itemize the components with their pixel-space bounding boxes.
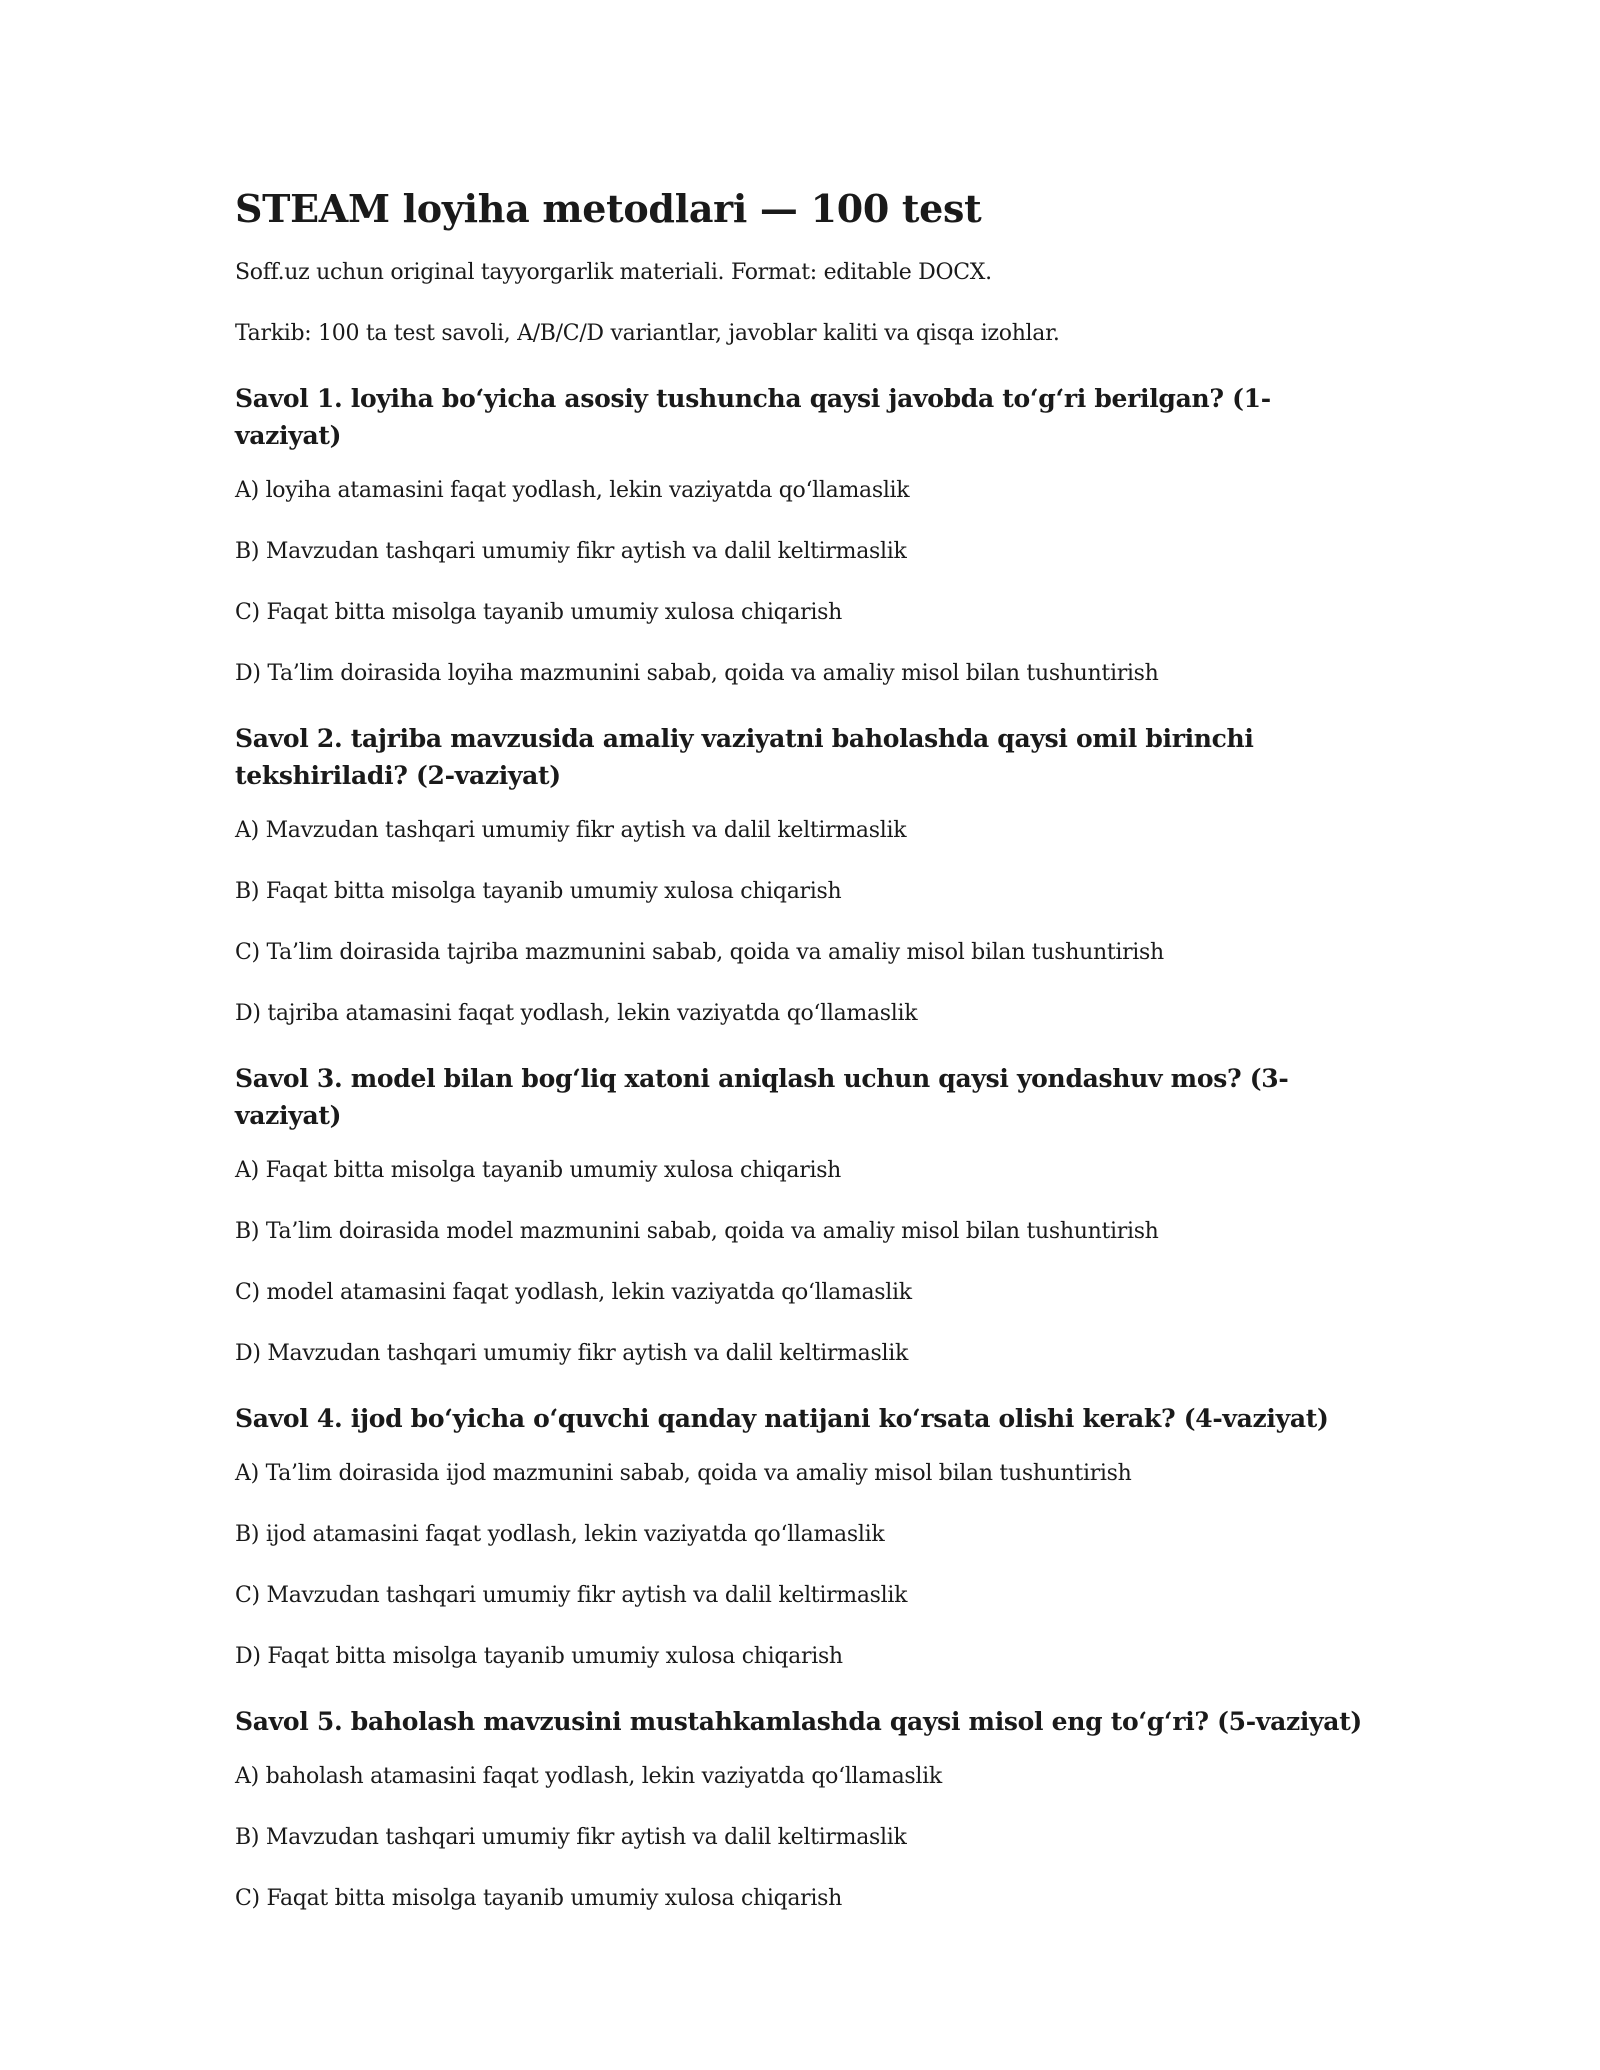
answer-option: A) Faqat bitta misolga tayanib umumiy xulosa chiqarish (235, 1158, 842, 1183)
answer-option: D) Mavzudan tashqari umumiy fikr aytish va dalil keltirmaslik (235, 1341, 908, 1366)
answer-option: C) model atamasini faqat yodlash, lekin vaziyatda qo‘llamaslik (235, 1280, 912, 1305)
answer-option: A) Mavzudan tashqari umumiy fikr aytish va dalil keltirmaslik (235, 818, 907, 843)
question-heading: Savol 5. baholash mavzusini mustahkamlashda qaysi misol eng to‘g‘ri? (5-vaziyat) (235, 1707, 1362, 1736)
question-block (235, 720, 1365, 1029)
question-heading: Savol 4. ijod bo‘yicha o‘quvchi qanday natijani ko‘rsata olishi kerak? (4-vaziyat) (235, 1404, 1329, 1433)
answer-option: C) Mavzudan tashqari umumiy fikr aytish va dalil keltirmaslik (235, 1583, 908, 1608)
question-heading: Savol 1. loyiha bo‘yicha asosiy tushuncha qaysi javobda to‘g‘ri berilgan? (1-vaziyat) (235, 384, 1271, 450)
document-body (235, 186, 1365, 1945)
answer-option: B) Faqat bitta misolga tayanib umumiy xulosa chiqarish (235, 879, 842, 904)
answer-option: D) Ta’lim doirasida loyiha mazmunini sabab, qoida va amaliy misol bilan tushuntirish (235, 661, 1159, 686)
question-block (235, 1400, 1365, 1672)
answer-option: B) ijod atamasini faqat yodlash, lekin vaziyatda qo‘llamaslik (235, 1522, 885, 1547)
answer-option: C) Ta’lim doirasida tajriba mazmunini sabab, qoida va amaliy misol bilan tushuntirish (235, 940, 1164, 965)
question-heading: Savol 2. tajriba mavzusida amaliy vaziyatni baholashda qaysi omil birinchi tekshiriladi? (2-vaziyat) (235, 724, 1254, 790)
answer-option: D) tajriba atamasini faqat yodlash, lekin vaziyatda qo‘llamaslik (235, 1001, 918, 1026)
intro-paragraph: Tarkib: 100 ta test savoli, A/B/C/D variantlar, javoblar kaliti va qisqa izohlar. (235, 321, 1060, 346)
answer-option: B) Ta’lim doirasida model mazmunini sabab, qoida va amaliy misol bilan tushuntirish (235, 1219, 1159, 1244)
answer-option: A) Ta’lim doirasida ijod mazmunini sabab, qoida va amaliy misol bilan tushuntirish (235, 1461, 1132, 1486)
answer-option: D) Faqat bitta misolga tayanib umumiy xulosa chiqarish (235, 1644, 843, 1669)
intro-paragraph: Soff.uz uchun original tayyorgarlik materiali. Format: editable DOCX. (235, 260, 992, 285)
question-block (235, 1060, 1365, 1369)
document-title: STEAM loyiha metodlari — 100 test (235, 186, 982, 231)
question-block (235, 380, 1365, 689)
answer-option: A) loyiha atamasini faqat yodlash, lekin vaziyatda qo‘llamaslik (235, 478, 910, 503)
answer-option: C) Faqat bitta misolga tayanib umumiy xulosa chiqarish (235, 1886, 842, 1911)
answer-option: A) baholash atamasini faqat yodlash, lekin vaziyatda qo‘llamaslik (235, 1764, 942, 1789)
question-block (235, 1703, 1365, 1914)
answer-option: B) Mavzudan tashqari umumiy fikr aytish va dalil keltirmaslik (235, 1825, 907, 1850)
answer-option: B) Mavzudan tashqari umumiy fikr aytish va dalil keltirmaslik (235, 539, 907, 564)
answer-option: C) Faqat bitta misolga tayanib umumiy xulosa chiqarish (235, 600, 842, 625)
question-heading: Savol 3. model bilan bog‘liq xatoni aniqlash uchun qaysi yondashuv mos? (3-vaziyat) (235, 1064, 1289, 1130)
